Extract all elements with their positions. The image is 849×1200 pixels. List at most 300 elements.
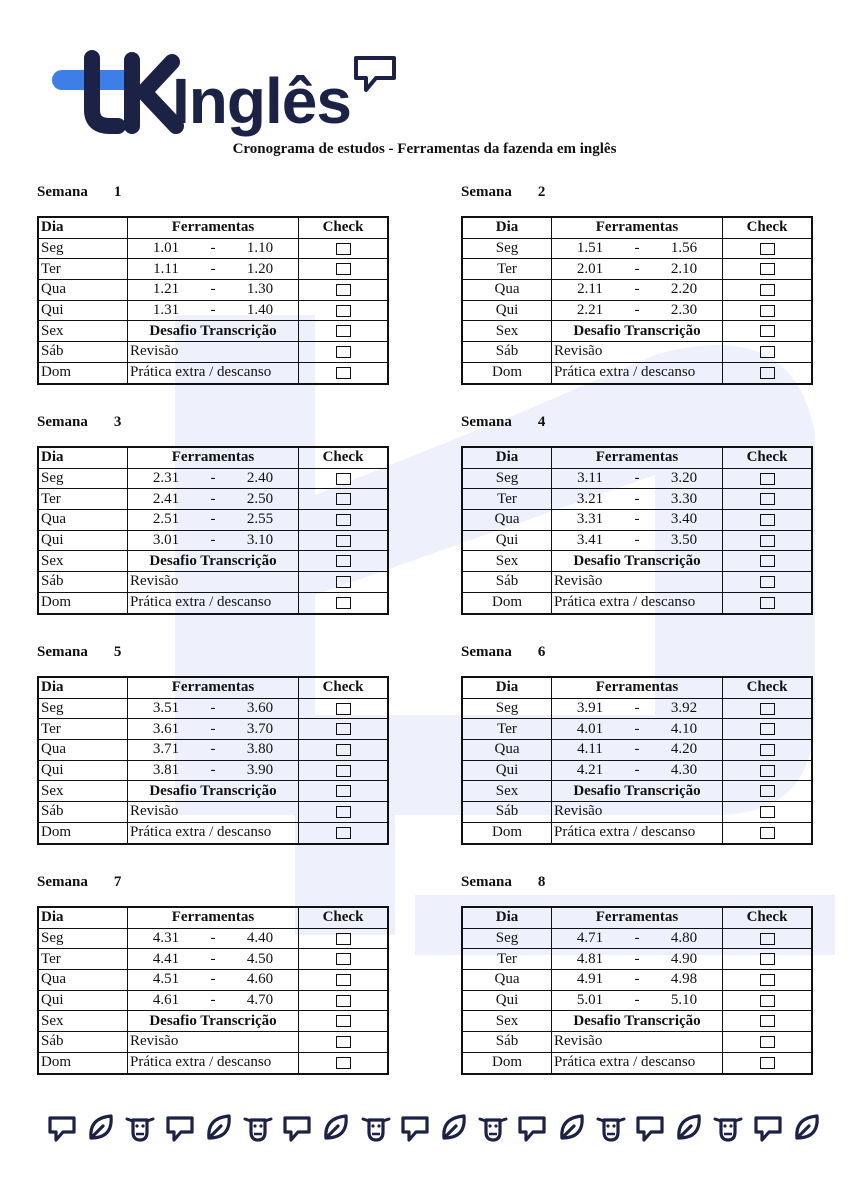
week-3-section [37, 412, 389, 615]
checkbox[interactable] [760, 555, 775, 567]
day-cell: Sex [462, 551, 552, 572]
header-day: Dia [462, 907, 552, 928]
checkbox[interactable] [336, 514, 351, 526]
check-cell [299, 300, 389, 321]
table-row [462, 259, 812, 280]
range-separator: - [634, 260, 640, 277]
checkbox[interactable] [336, 1015, 351, 1027]
week-table [37, 676, 389, 845]
tools-text-cell: Prática extra / descanso [552, 822, 723, 843]
table-row [462, 300, 812, 321]
tools-range-cell [552, 259, 723, 280]
checkbox[interactable] [760, 806, 775, 818]
check-cell [723, 802, 813, 823]
range-from: 1.31 [152, 302, 180, 319]
checkbox[interactable] [336, 263, 351, 275]
checkbox[interactable] [336, 744, 351, 756]
checkbox[interactable] [760, 305, 775, 317]
day-cell: Sáb [38, 342, 128, 363]
range-to: 2.20 [670, 281, 698, 298]
check-cell [299, 949, 389, 970]
range-from: 1.01 [152, 240, 180, 257]
week-word: Semana [461, 414, 512, 430]
range-separator: - [634, 281, 640, 298]
table-row [38, 510, 388, 531]
week-table [461, 676, 813, 845]
checkbox[interactable] [336, 576, 351, 588]
range-to: 3.90 [246, 762, 274, 779]
range-to: 1.56 [670, 240, 698, 257]
checkbox[interactable] [336, 806, 351, 818]
table-row [462, 760, 812, 781]
tools-range-cell [128, 949, 299, 970]
day-cell: Qua [462, 510, 552, 531]
cow-icon [242, 1112, 274, 1144]
check-cell [723, 321, 813, 342]
tools-range-cell [128, 280, 299, 301]
check-cell [723, 572, 813, 593]
checkbox[interactable] [760, 765, 775, 777]
check-cell [299, 280, 389, 301]
check-cell [723, 781, 813, 802]
header-tools: Ferramentas [128, 217, 299, 238]
table-row [38, 280, 388, 301]
tools-range-cell [128, 740, 299, 761]
day-cell: Sex [462, 1011, 552, 1032]
check-cell [299, 1052, 389, 1073]
day-cell: Ter [38, 949, 128, 970]
day-cell: Sex [38, 1011, 128, 1032]
checkbox[interactable] [336, 555, 351, 567]
week-number: 1 [113, 184, 122, 200]
range-to: 1.40 [246, 302, 274, 319]
check-cell [723, 1052, 813, 1073]
table-row [38, 321, 388, 342]
checkbox[interactable] [760, 346, 775, 358]
range-separator: - [210, 762, 216, 779]
range-separator: - [210, 302, 216, 319]
check-cell [299, 822, 389, 843]
table-row [462, 551, 812, 572]
day-cell: Qui [38, 990, 128, 1011]
range-from: 4.61 [152, 992, 180, 1009]
range-from: 1.11 [153, 260, 179, 277]
speech-bubble-icon [352, 54, 398, 96]
chat-icon [634, 1112, 666, 1144]
range-from: 4.41 [152, 950, 180, 967]
table-header-row [38, 217, 388, 238]
day-cell: Dom [38, 1052, 128, 1073]
table-row [38, 949, 388, 970]
checkbox[interactable] [760, 325, 775, 337]
header-tools: Ferramentas [552, 217, 723, 238]
day-cell: Qua [462, 280, 552, 301]
table-row [462, 342, 812, 363]
table-row [38, 489, 388, 510]
header-day: Dia [38, 447, 128, 468]
check-cell [299, 760, 389, 781]
range-to: 1.10 [246, 240, 274, 257]
range-to: 3.40 [670, 511, 698, 528]
checkbox[interactable] [336, 325, 351, 337]
check-cell [299, 1011, 389, 1032]
day-cell: Dom [462, 362, 552, 383]
checkbox[interactable] [760, 723, 775, 735]
week-table [37, 216, 389, 385]
table-row [38, 572, 388, 593]
check-cell [723, 970, 813, 991]
range-from: 2.01 [576, 260, 604, 277]
day-cell: Sex [38, 781, 128, 802]
range-separator: - [210, 532, 216, 549]
range-from: 3.11 [577, 470, 603, 487]
check-cell [723, 822, 813, 843]
range-from: 4.91 [576, 971, 604, 988]
week-4-section [461, 412, 813, 615]
checkbox[interactable] [336, 953, 351, 965]
week-word: Semana [37, 414, 88, 430]
range-to: 3.20 [670, 470, 698, 487]
table-header-row [38, 447, 388, 468]
checkbox[interactable] [760, 744, 775, 756]
table-header-row [462, 447, 812, 468]
check-cell [723, 259, 813, 280]
day-cell: Sex [462, 321, 552, 342]
range-to: 1.30 [246, 281, 274, 298]
range-from: 4.21 [576, 762, 604, 779]
tools-range-cell [128, 259, 299, 280]
checkbox[interactable] [760, 243, 775, 255]
week-number: 3 [113, 414, 122, 430]
check-cell [723, 280, 813, 301]
day-cell: Qui [462, 990, 552, 1011]
table-row [462, 949, 812, 970]
week-label [461, 182, 813, 202]
range-from: 2.21 [576, 302, 604, 319]
check-cell [723, 468, 813, 489]
check-cell [299, 740, 389, 761]
range-from: 4.71 [576, 930, 604, 947]
table-header-row [38, 677, 388, 698]
check-cell [723, 342, 813, 363]
checkbox[interactable] [760, 827, 775, 839]
range-to: 2.50 [246, 490, 274, 507]
range-from: 3.61 [152, 720, 180, 737]
check-cell [299, 489, 389, 510]
header-check: Check [299, 217, 389, 238]
checkbox[interactable] [336, 827, 351, 839]
week-table [461, 216, 813, 385]
tools-text-cell: Desafio Transcrição [552, 1011, 723, 1032]
tools-text-cell: Desafio Transcrição [552, 551, 723, 572]
week-5-section [37, 642, 389, 845]
range-separator: - [210, 260, 216, 277]
week-table [461, 446, 813, 615]
tools-text-cell: Revisão [128, 572, 299, 593]
table-row [38, 698, 388, 719]
check-cell [299, 238, 389, 259]
checkbox[interactable] [760, 953, 775, 965]
week-table [37, 906, 389, 1075]
range-from: 2.11 [577, 281, 603, 298]
check-cell [723, 362, 813, 383]
week-word: Semana [461, 874, 512, 890]
checkbox[interactable] [336, 493, 351, 505]
day-cell: Seg [462, 928, 552, 949]
check-cell [299, 781, 389, 802]
range-separator: - [634, 930, 640, 947]
header-tools: Ferramentas [128, 907, 299, 928]
tools-text-cell: Revisão [128, 342, 299, 363]
day-cell: Dom [38, 362, 128, 383]
table-row [462, 1032, 812, 1053]
day-cell: Qua [38, 970, 128, 991]
week-1-section [37, 182, 389, 385]
header-check: Check [723, 907, 813, 928]
range-from: 3.81 [152, 762, 180, 779]
checkbox[interactable] [760, 1057, 775, 1069]
range-from: 1.51 [576, 240, 604, 257]
range-from: 4.51 [152, 971, 180, 988]
range-from: 3.21 [576, 490, 604, 507]
range-separator: - [210, 720, 216, 737]
header-check: Check [723, 447, 813, 468]
chat-icon [752, 1112, 784, 1144]
tools-text-cell: Prática extra / descanso [552, 592, 723, 613]
day-cell: Dom [38, 592, 128, 613]
tools-range-cell [128, 300, 299, 321]
checkbox[interactable] [760, 703, 775, 715]
week-7-section [37, 872, 389, 1075]
day-cell: Qua [38, 510, 128, 531]
week-8-section [461, 872, 813, 1075]
week-label [461, 872, 813, 892]
header-day: Dia [38, 677, 128, 698]
range-separator: - [634, 992, 640, 1009]
check-cell [299, 530, 389, 551]
checkbox[interactable] [336, 1057, 351, 1069]
check-cell [723, 760, 813, 781]
table-row [462, 280, 812, 301]
footer-icon-strip [46, 1112, 846, 1148]
checkbox[interactable] [336, 785, 351, 797]
day-cell: Sáb [462, 572, 552, 593]
header-tools: Ferramentas [552, 907, 723, 928]
checkbox[interactable] [336, 703, 351, 715]
week-table [461, 906, 813, 1075]
checkbox[interactable] [336, 243, 351, 255]
leaf-icon [203, 1112, 235, 1144]
range-separator: - [634, 762, 640, 779]
range-from: 3.41 [576, 532, 604, 549]
week-number: 6 [537, 644, 546, 660]
checkbox[interactable] [336, 723, 351, 735]
check-cell [723, 928, 813, 949]
header-check: Check [723, 677, 813, 698]
cow-icon [595, 1112, 627, 1144]
week-label [461, 642, 813, 662]
range-separator: - [210, 950, 216, 967]
tools-range-cell [128, 530, 299, 551]
day-cell: Sáb [462, 802, 552, 823]
check-cell [723, 719, 813, 740]
checkbox[interactable] [760, 263, 775, 275]
checkbox[interactable] [336, 974, 351, 986]
check-cell [723, 510, 813, 531]
checkbox[interactable] [760, 367, 775, 379]
check-cell [723, 592, 813, 613]
range-separator: - [634, 720, 640, 737]
day-cell: Sáb [462, 1032, 552, 1053]
checkbox[interactable] [760, 597, 775, 609]
day-cell: Sáb [38, 802, 128, 823]
check-cell [723, 300, 813, 321]
tools-text-cell: Revisão [128, 1032, 299, 1053]
page-title: Cronograma de estudos - Ferramentas da fazenda em inglês [232, 141, 617, 157]
checkbox[interactable] [760, 974, 775, 986]
chat-icon [516, 1112, 548, 1144]
checkbox[interactable] [760, 1015, 775, 1027]
range-to: 3.30 [670, 490, 698, 507]
checkbox[interactable] [336, 535, 351, 547]
tools-range-cell [552, 468, 723, 489]
range-to: 4.40 [246, 930, 274, 947]
header-day: Dia [462, 677, 552, 698]
table-row [38, 468, 388, 489]
check-cell [723, 551, 813, 572]
range-separator: - [210, 741, 216, 758]
checkbox[interactable] [336, 597, 351, 609]
table-row [462, 781, 812, 802]
table-row [38, 719, 388, 740]
tools-range-cell [128, 719, 299, 740]
header-tools: Ferramentas [128, 677, 299, 698]
checkbox[interactable] [760, 284, 775, 296]
checkbox[interactable] [760, 514, 775, 526]
day-cell: Ter [38, 259, 128, 280]
checkbox[interactable] [760, 535, 775, 547]
week-label [37, 642, 389, 662]
header-check: Check [723, 217, 813, 238]
checkbox[interactable] [336, 473, 351, 485]
check-cell [299, 572, 389, 593]
week-2-section [461, 182, 813, 385]
range-separator: - [634, 950, 640, 967]
check-cell [299, 970, 389, 991]
range-from: 4.01 [576, 720, 604, 737]
table-row [38, 802, 388, 823]
tools-range-cell [552, 760, 723, 781]
table-header-row [462, 217, 812, 238]
tools-text-cell: Prática extra / descanso [128, 592, 299, 613]
range-separator: - [210, 971, 216, 988]
checkbox[interactable] [336, 305, 351, 317]
table-header-row [38, 907, 388, 928]
day-cell: Qui [462, 760, 552, 781]
tools-text-cell: Prática extra / descanso [128, 1052, 299, 1073]
check-cell [299, 259, 389, 280]
tools-range-cell [552, 740, 723, 761]
day-cell: Sex [462, 781, 552, 802]
day-cell: Sex [38, 321, 128, 342]
checkbox[interactable] [336, 765, 351, 777]
tools-text-cell: Revisão [552, 802, 723, 823]
checkbox[interactable] [760, 995, 775, 1007]
range-from: 3.31 [576, 511, 604, 528]
range-separator: - [634, 700, 640, 717]
table-row [38, 1011, 388, 1032]
range-to: 3.50 [670, 532, 698, 549]
tools-text-cell: Desafio Transcrição [552, 781, 723, 802]
table-row [38, 740, 388, 761]
tools-range-cell [552, 238, 723, 259]
day-cell: Dom [462, 1052, 552, 1073]
range-from: 3.51 [152, 700, 180, 717]
check-cell [723, 990, 813, 1011]
checkbox[interactable] [760, 785, 775, 797]
checkbox[interactable] [760, 576, 775, 588]
week-label [37, 872, 389, 892]
day-cell: Seg [462, 468, 552, 489]
tools-range-cell [128, 928, 299, 949]
checkbox[interactable] [760, 1036, 775, 1048]
checkbox[interactable] [336, 933, 351, 945]
tools-range-cell [128, 990, 299, 1011]
table-row [38, 970, 388, 991]
day-cell: Seg [38, 698, 128, 719]
checkbox[interactable] [336, 1036, 351, 1048]
table-row [38, 1052, 388, 1073]
range-from: 3.91 [576, 700, 604, 717]
header-check: Check [299, 447, 389, 468]
check-cell [299, 1032, 389, 1053]
checkbox[interactable] [336, 995, 351, 1007]
check-cell [723, 949, 813, 970]
range-from: 1.21 [152, 281, 180, 298]
chat-icon [46, 1112, 78, 1144]
leaf-icon [438, 1112, 470, 1144]
range-separator: - [634, 240, 640, 257]
range-from: 2.41 [152, 490, 180, 507]
checkbox[interactable] [760, 493, 775, 505]
tools-range-cell [552, 530, 723, 551]
day-cell: Qua [38, 740, 128, 761]
table-row [38, 822, 388, 843]
header-day: Dia [38, 907, 128, 928]
day-cell: Sáb [462, 342, 552, 363]
week-6-section [461, 642, 813, 845]
week-number: 8 [537, 874, 546, 890]
chat-icon [281, 1112, 313, 1144]
range-from: 5.01 [576, 992, 604, 1009]
day-cell: Qua [462, 970, 552, 991]
range-from: 3.01 [152, 532, 180, 549]
day-cell: Sáb [38, 572, 128, 593]
range-separator: - [210, 700, 216, 717]
checkbox[interactable] [336, 367, 351, 379]
table-row [462, 928, 812, 949]
day-cell: Seg [38, 238, 128, 259]
checkbox[interactable] [336, 284, 351, 296]
check-cell [299, 592, 389, 613]
tools-text-cell: Desafio Transcrição [128, 551, 299, 572]
checkbox[interactable] [760, 473, 775, 485]
checkbox[interactable] [336, 346, 351, 358]
tools-text-cell: Revisão [128, 802, 299, 823]
checkbox[interactable] [760, 933, 775, 945]
check-cell [299, 510, 389, 531]
day-cell: Qui [38, 530, 128, 551]
